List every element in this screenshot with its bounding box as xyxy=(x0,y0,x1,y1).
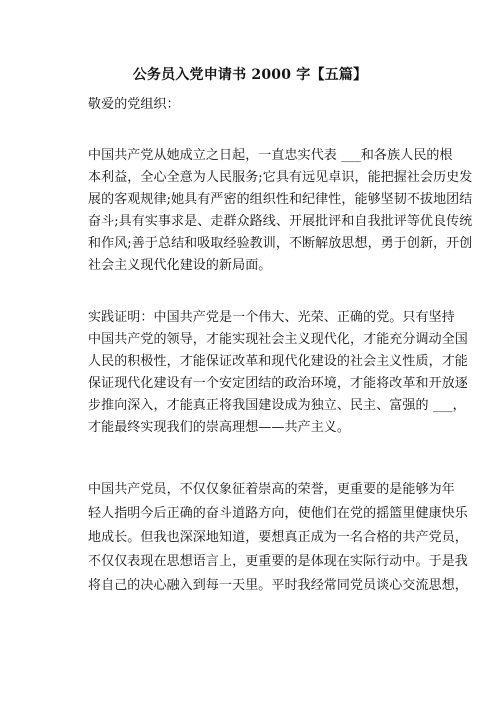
paragraph1-line-5: 和作风;善于总结和吸取经验教训，不断解放思想，勇于创新，开创 xyxy=(88,236,473,251)
paragraph1-line-2: 本利益，全心全意为人民服务;它具有远见卓识，能把握社会历史发 xyxy=(88,170,473,185)
paragraph3-line-1: 中国共产党员，不仅仅象征着崇高的荣誉，更重要的是能够为年 xyxy=(88,482,455,497)
paragraph1-line-4: 奋斗;具有实事求是、走群众路线、开展批评和自我批评等优良传统 xyxy=(88,214,473,229)
paragraph1-line-6: 社会主义现代化建设的新局面。 xyxy=(88,258,272,273)
salutation: 敬爱的党组织： xyxy=(88,97,180,112)
paragraph2-line-5: 步推向深入，才能真正将我国建设成为独立、民主、富强的 ___， xyxy=(88,398,466,413)
paragraph2-line-6: 才能最终实现我们的崇高理想——共产主义。 xyxy=(88,420,351,435)
paragraph2-line-3: 人民的积极性，才能保证改革和现代化建设的社会主义性质，才能 xyxy=(88,354,468,369)
paragraph3-line-2: 轻人指明今后正确的奋斗道路方向，使他们在党的摇篮里健康快乐 xyxy=(88,506,468,521)
document-title: 公务员入党申请书 2000 字【五篇】 xyxy=(132,67,368,83)
paragraph2-line-2: 中国共产党的领导，才能实现社会主义现代化，才能充分调动全国 xyxy=(88,332,468,347)
paragraph3-line-3: 地成长。但我也深深地知道，要想真正成为一名合格的共产党员， xyxy=(88,530,468,545)
paragraph1-line-1: 中国共产党从她成立之日起，一直忠实代表 ___和各族人民的根 xyxy=(88,148,453,163)
paragraph1-line-3: 展的客观规律;她具有严密的组织性和纪律性，能够坚韧不拔地团结 xyxy=(88,192,473,207)
paragraph2-line-4: 保证现代化建设有一个安定团结的政治环境，才能将改革和开放逐 xyxy=(88,376,468,391)
paragraph2-line-1: 实践证明：中国共产党是一个伟大、光荣、正确的党。只有坚持 xyxy=(88,310,455,325)
paragraph3-line-5: 将自己的决心融入到每一天里。平时我经常同党员谈心交流思想， xyxy=(88,578,468,593)
paragraph3-line-4: 不仅仅表现在思想语言上，更重要的是体现在实际行动中。于是我 xyxy=(88,554,468,569)
